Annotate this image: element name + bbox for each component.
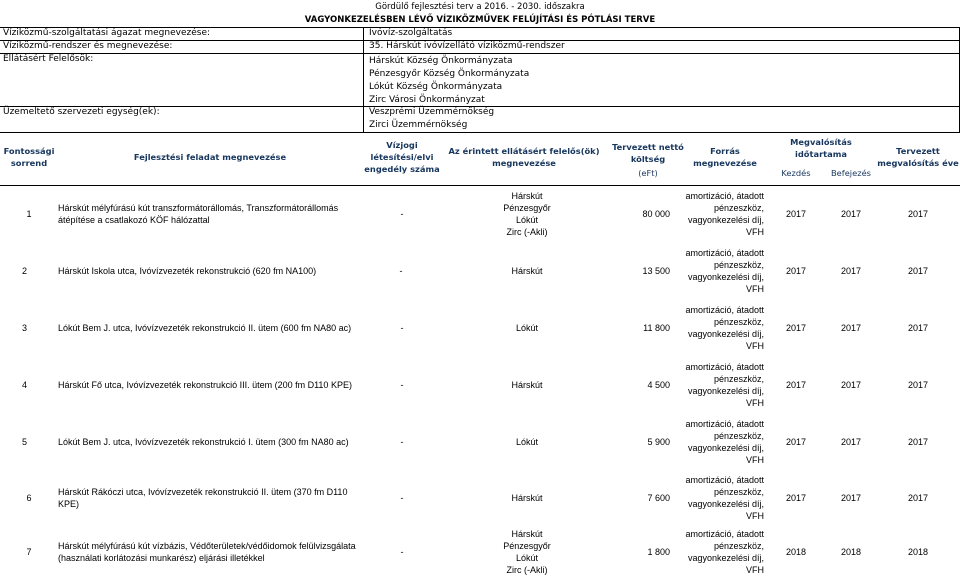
row-task: Lókút Bem J. utca, Ivóvízvezeték rekonstrukció II. ütem (600 fm NA80 ac) bbox=[58, 323, 352, 333]
header-task: Fejlesztési feladat megnevezése bbox=[133, 152, 287, 162]
row-location: Lókút bbox=[515, 323, 539, 333]
row-source: amortizáció, átadott pénzeszköz, vagyonkezelési díj, VFH bbox=[685, 305, 764, 351]
row-end: 2017 bbox=[840, 323, 862, 333]
table-row bbox=[0, 357, 960, 413]
system-value: 35. Hárskút ivóvízellátó víziközmű-rendszer bbox=[369, 41, 565, 51]
row-year: 2018 bbox=[907, 547, 929, 557]
row-priority: 6 bbox=[26, 492, 32, 503]
row-source: amortizáció, átadott pénzeszköz, vagyonkezelési díj, VFH bbox=[685, 474, 764, 521]
row-locations bbox=[442, 524, 612, 580]
header-source: Forrás megnevezése bbox=[693, 146, 757, 168]
row-source: amortizáció, átadott pénzeszköz, vagyonkezelési díj, VFH bbox=[685, 248, 764, 294]
row-cost: 80 000 bbox=[642, 209, 670, 219]
row-end: 2017 bbox=[840, 380, 862, 390]
operator-item: Veszprémi Üzemmérnökség bbox=[369, 107, 495, 117]
header-end: Befejezés bbox=[830, 168, 871, 178]
row-year: 2017 bbox=[907, 209, 929, 219]
row-priority: 4 bbox=[22, 380, 28, 390]
row-locations bbox=[442, 414, 612, 470]
operator-label: Üzemeltető szervezeti egység(ek): bbox=[3, 107, 160, 117]
row-priority: 2 bbox=[22, 266, 28, 276]
row-year: 2017 bbox=[907, 380, 929, 390]
table-row bbox=[0, 243, 960, 299]
responsible-item: Zirc Városi Önkormányzat bbox=[369, 95, 485, 105]
row-source: amortizáció, átadott pénzeszköz, vagyonkezelési díj, VFH bbox=[685, 529, 764, 575]
row-location: Pénzesgyőr bbox=[503, 541, 551, 551]
row-source: amortizáció, átadott pénzeszköz, vagyonkezelési díj, VFH bbox=[685, 191, 764, 237]
row-locations bbox=[442, 357, 612, 413]
row-start: 2017 bbox=[785, 380, 807, 390]
row-location: Lókút bbox=[515, 215, 539, 225]
responsible-item: Lókút Község Önkormányzata bbox=[369, 82, 503, 92]
row-cost: 5 900 bbox=[647, 437, 670, 447]
responsible-item: Hárskút Község Önkormányzata bbox=[369, 56, 513, 66]
header-planned-year: Tervezett megvalósítás éve bbox=[877, 146, 959, 168]
row-start: 2017 bbox=[785, 266, 807, 276]
row-priority: 3 bbox=[22, 323, 28, 333]
row-task: Hárskút Iskola utca, Ivóvízvezeték rekonstrukció (620 fm NA100) bbox=[58, 266, 317, 276]
row-end: 2017 bbox=[840, 209, 862, 219]
table-row bbox=[0, 186, 960, 242]
table-row bbox=[0, 524, 960, 580]
row-priority: 5 bbox=[22, 437, 28, 447]
row-source: amortizáció, átadott pénzeszköz, vagyonkezelési díj, VFH bbox=[685, 419, 764, 465]
row-year: 2017 bbox=[907, 437, 929, 447]
row-location: Zirc (-Akli) bbox=[506, 227, 548, 237]
sector-value: Ivóvíz-szolgáltatás bbox=[369, 28, 453, 38]
row-location: Zirc (-Akli) bbox=[506, 565, 548, 575]
row-start: 2017 bbox=[785, 437, 807, 447]
sector-label: Víziközmű-szolgáltatási ágazat megnevezése: bbox=[3, 28, 211, 38]
row-start: 2018 bbox=[785, 547, 807, 557]
row-permit: - bbox=[400, 380, 404, 390]
row-location: Hárskút bbox=[511, 529, 543, 539]
row-cost: 4 500 bbox=[647, 380, 670, 390]
row-end: 2018 bbox=[840, 547, 862, 557]
document-subtitle: VAGYONKEZELÉSBEN LÉVŐ VÍZIKÖZMŰVEK FELÚJÍTÁSI ÉS PÓTLÁSI TERVE bbox=[304, 15, 656, 25]
header-responsible: Az érintett ellátásért felelős(ök) megnevezése bbox=[448, 146, 600, 168]
operator-item: Zirci Üzemmérnökség bbox=[369, 120, 468, 130]
responsible-label: Ellátásért Felelősök: bbox=[3, 54, 94, 64]
row-location: Hárskút bbox=[511, 380, 543, 390]
header-priority: Fontossági sorrend bbox=[3, 146, 55, 168]
row-cost: 1 800 bbox=[647, 547, 670, 557]
row-end: 2017 bbox=[840, 266, 862, 276]
responsible-list bbox=[366, 55, 960, 107]
row-start: 2017 bbox=[785, 492, 807, 503]
row-permit: - bbox=[400, 209, 404, 219]
header-cost: Tervezett nettó költség bbox=[612, 142, 684, 164]
row-permit: - bbox=[400, 492, 404, 503]
row-location: Hárskút bbox=[511, 191, 543, 201]
document-title: Gördülő fejlesztési terv a 2016. - 2030. időszakra bbox=[375, 2, 585, 12]
row-year: 2017 bbox=[907, 492, 929, 503]
row-locations bbox=[442, 186, 612, 242]
row-location: Hárskút bbox=[511, 492, 543, 503]
table-row bbox=[0, 300, 960, 356]
row-end: 2017 bbox=[840, 437, 862, 447]
header-period: Megvalósítás időtartama bbox=[790, 137, 852, 159]
header-cost-unit: (eFt) bbox=[638, 168, 658, 178]
row-permit: - bbox=[400, 547, 404, 557]
row-permit: - bbox=[400, 323, 404, 333]
row-locations bbox=[442, 243, 612, 299]
row-task: Hárskút Fő utca, Ivóvízvezeték rekonstrukció III. ütem (200 fm D110 KPE) bbox=[58, 380, 352, 390]
header-start: Kezdés bbox=[781, 168, 811, 178]
row-location: Lókút bbox=[515, 553, 539, 563]
row-cost: 7 600 bbox=[647, 492, 670, 503]
row-permit: - bbox=[400, 437, 404, 447]
system-label: Víziközmű-rendszer és megnevezése: bbox=[3, 41, 173, 51]
row-cost: 13 500 bbox=[642, 266, 670, 276]
operator-list bbox=[366, 106, 960, 132]
row-end: 2017 bbox=[840, 492, 862, 503]
row-year: 2017 bbox=[907, 266, 929, 276]
row-locations bbox=[442, 300, 612, 356]
row-locations bbox=[442, 471, 612, 524]
responsible-item: Pénzesgyőr Község Önkormányzata bbox=[369, 69, 530, 79]
row-source: amortizáció, átadott pénzeszköz, vagyonkezelési díj, VFH bbox=[685, 362, 764, 408]
row-start: 2017 bbox=[785, 323, 807, 333]
row-location: Pénzesgyőr bbox=[503, 203, 551, 213]
row-year: 2017 bbox=[907, 323, 929, 333]
row-task: Hárskút mélyfúrású kút transzformátorállomás, Transzformátorállomás átépítése a csatlakozó KÖF hálózattal bbox=[58, 203, 339, 225]
table-row bbox=[0, 414, 960, 470]
row-location: Hárskút bbox=[511, 266, 543, 276]
row-location: Lókút bbox=[515, 437, 539, 447]
row-task: Lókút Bem J. utca, Ivóvízvezeték rekonstrukció I. ütem (300 fm NA80 ac) bbox=[58, 437, 349, 447]
row-priority: 7 bbox=[26, 547, 32, 557]
row-task: Hárskút Rákóczi utca, Ivóvízvezeték rekonstrukció II. ütem (370 fm D110 KPE) bbox=[58, 486, 348, 509]
row-cost: 11 800 bbox=[643, 323, 670, 333]
table-row bbox=[0, 471, 960, 524]
row-task: Hárskút mélyfúrású kút vízbázis, Védőterületek/védőidomok felülvizsgálata (használati korlátozási munkarész) eljárási illetékkel bbox=[58, 541, 356, 563]
row-priority: 1 bbox=[26, 209, 32, 219]
header-permit: Vízjogi létesítési/elvi engedély száma bbox=[364, 140, 440, 174]
row-start: 2017 bbox=[785, 209, 807, 219]
row-permit: - bbox=[399, 266, 403, 276]
